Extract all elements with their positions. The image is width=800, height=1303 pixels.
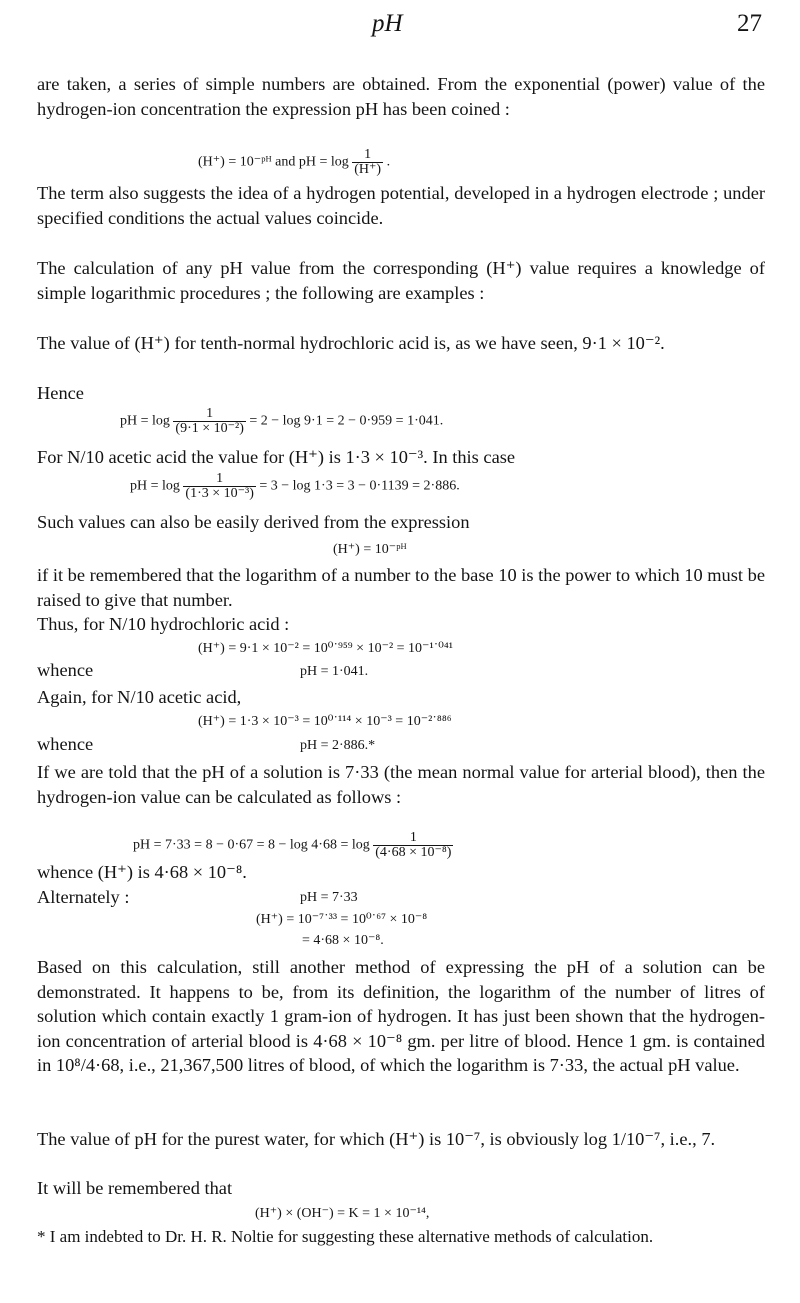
paragraph-intro: are taken, a series of simple numbers are obtained. From the exponential (power) value of the hydrogen-ion concentration the expression pH has been coined : — [37, 74, 765, 119]
equation-acetic-ph — [130, 472, 460, 501]
footnote: * I am indebted to Dr. H. R. Noltie for suggesting these alternative methods of calculation. — [37, 1227, 654, 1246]
whence-label: whence — [37, 734, 94, 754]
paragraph-acetic-acid: For N/10 acetic acid the value for (H⁺) is 1·3 × 10⁻³. In this case — [37, 447, 516, 467]
paragraph-blood-h-ion: whence (H⁺) is 4·68 × 10⁻⁸. — [37, 862, 247, 882]
equation-hcl-exponent: (H⁺) = 9·1 × 10⁻² = 10⁰˙⁹⁵⁹ × 10⁻² = 10⁻¹˙⁰⁴¹ — [198, 641, 453, 656]
denominator: (4·68 × 10⁻⁸) — [375, 845, 452, 860]
equation-h-ion: (H⁺) = 10⁻ᵖᴴ — [333, 542, 407, 557]
equation-tail: . — [386, 154, 391, 170]
fraction — [183, 472, 255, 501]
fraction — [373, 831, 453, 860]
equation-rhs: = 3 − log 1·3 = 3 − 0·1139 = 2·886. — [259, 478, 460, 494]
equation-alt-line1: pH = 7·33 — [300, 890, 358, 905]
paragraph-hydrogen-potential: The term also suggests the idea of a hydrogen potential, developed in a hydrogen electrode ; under specified conditions the actual values coincide. — [37, 183, 765, 228]
equation-lhs: pH = log — [130, 478, 180, 494]
hence-label: Hence — [37, 383, 84, 403]
equation-water-product: (H⁺) × (OH⁻) = K = 1 × 10⁻¹⁴, — [255, 1206, 430, 1221]
paragraph-acetic-example: Again, for N/10 acetic acid, — [37, 687, 242, 707]
numerator: 1 — [373, 831, 453, 846]
fraction — [173, 407, 245, 436]
equation-acetic-result: pH = 2·886.* — [300, 738, 376, 753]
equation-hcl-ph — [120, 407, 443, 436]
paragraph-remember: It will be remembered that — [37, 1178, 233, 1198]
denominator: (9·1 × 10⁻²) — [175, 421, 244, 436]
numerator: 1 — [352, 148, 383, 163]
equation-lhs: (H⁺) = 10⁻ᵖᴴ and pH = log — [198, 154, 349, 170]
equation-alt-line3: = 4·68 × 10⁻⁸. — [302, 933, 384, 948]
paragraph-litres-method: Based on this calculation, still another method of expressing the pH of a solution can be demonstrated. It happens to be, from its definition, the logarithm of the number of litres of solution which contain exactly 1 gram-ion of hydrogen. It has just been shown that the hydrogen-ion concentration of arterial blood is 4·68 × 10⁻⁸ gm. per litre of blood. Hence 1 gm. is contained in 10⁸/4·68, i.e., 21,367,500 litres of blood, of which the logarithm is 7·33, the actual pH value. — [37, 957, 765, 1076]
fraction — [352, 148, 383, 177]
equation-hcl-result: pH = 1·041. — [300, 664, 369, 679]
paragraph-hcl-value: The value of (H⁺) for tenth-normal hydrochloric acid is, as we have seen, 9·1 × 10⁻². — [37, 333, 665, 353]
denominator: (H⁺) — [354, 162, 382, 177]
running-header: pH — [372, 10, 403, 37]
numerator: 1 — [173, 407, 245, 422]
page-number: 27 — [737, 10, 762, 37]
paragraph-logarithm: if it be remembered that the logarithm of a number to the base 10 is the power to which 10 must be raised to give that number. — [37, 565, 765, 610]
equation-blood-ph — [133, 831, 453, 860]
equation-acetic-exponent: (H⁺) = 1·3 × 10⁻³ = 10⁰˙¹¹⁴ × 10⁻³ = 10⁻²˙⁸⁸⁶ — [198, 714, 452, 729]
equation-lhs: pH = 7·33 = 8 − 0·67 = 8 − log 4·68 = log — [133, 837, 370, 853]
equation-lhs: pH = log — [120, 413, 170, 429]
paragraph-derived: Such values can also be easily derived from the expression — [37, 512, 470, 532]
whence-label: whence — [37, 660, 94, 680]
equation-ph-definition — [198, 148, 390, 177]
alternately-label: Alternately : — [37, 887, 130, 907]
numerator: 1 — [183, 472, 255, 487]
paragraph-calculation: The calculation of any pH value from the corresponding (H⁺) value requires a knowledge of simple logarithmic procedures ; the following are examples : — [37, 258, 765, 303]
equation-rhs: = 2 − log 9·1 = 2 − 0·959 = 1·041. — [249, 413, 444, 429]
paragraph-hcl-example: Thus, for N/10 hydrochloric acid : — [37, 614, 290, 634]
denominator: (1·3 × 10⁻³) — [185, 486, 254, 501]
paragraph-arterial-blood: If we are told that the pH of a solution is 7·33 (the mean normal value for arterial blood), then the hydrogen-ion value can be calculated as follows : — [37, 762, 765, 807]
equation-alt-line2: (H⁺) = 10⁻⁷˙³³ = 10⁰˙⁶⁷ × 10⁻⁸ — [256, 912, 428, 927]
paragraph-pure-water: The value of pH for the purest water, for which (H⁺) is 10⁻⁷, is obviously log 1/10⁻⁷, i.e., 7. — [37, 1129, 716, 1149]
